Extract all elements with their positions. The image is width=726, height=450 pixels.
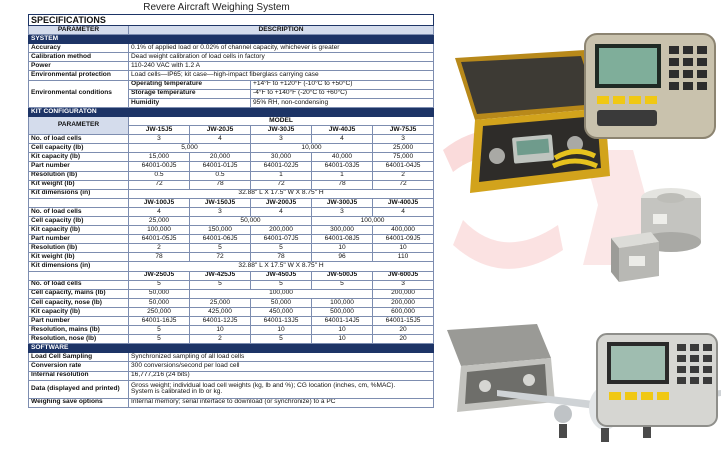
cell-value: 64001-14J5 bbox=[312, 317, 373, 326]
cell-value: 32.88" L X 17.5" W X 8.75" H bbox=[129, 189, 434, 198]
cell-value: 5 bbox=[190, 244, 251, 253]
row-value: Synchronized sampling of all load cells bbox=[129, 353, 434, 362]
row-label: Weighing save options bbox=[29, 398, 129, 407]
cell-value: 50,000 bbox=[190, 216, 312, 225]
cell-value: 1 bbox=[312, 171, 373, 180]
table-row bbox=[29, 244, 434, 253]
row-label: Resolution, mains (lb) bbox=[29, 326, 129, 335]
cell-value: 0.5 bbox=[129, 171, 190, 180]
row-value-line: System is calibrated in lb or kg. bbox=[131, 388, 223, 396]
row-label: Resolution (lb) bbox=[29, 244, 129, 253]
cell-value: 64001-06J5 bbox=[190, 235, 251, 244]
table-row bbox=[29, 153, 434, 162]
cell-value: 40,000 bbox=[312, 153, 373, 162]
cell-value: 20,000 bbox=[190, 153, 251, 162]
condition-name: Operating temperature bbox=[129, 80, 251, 89]
cell-value: 50,000 bbox=[129, 289, 190, 298]
row-label: Power bbox=[29, 62, 129, 71]
cell-value: 64001-00J5 bbox=[129, 162, 190, 171]
table-row bbox=[29, 253, 434, 262]
cell-value: 3 bbox=[373, 280, 434, 289]
table-title-row bbox=[29, 15, 434, 26]
cell-value: 3 bbox=[312, 207, 373, 216]
cell-value: 100,000 bbox=[312, 298, 373, 307]
cell-value: 110 bbox=[373, 253, 434, 262]
row-label: Part number bbox=[29, 162, 129, 171]
cell-value: 32.88" L X 17.5" W X 8.75" H bbox=[129, 262, 434, 271]
table-row bbox=[29, 162, 434, 171]
cell-value: 78 bbox=[312, 180, 373, 189]
table-row bbox=[29, 180, 434, 189]
model-row bbox=[29, 198, 434, 207]
table-row bbox=[29, 298, 434, 307]
table-row bbox=[29, 53, 434, 62]
table-row bbox=[29, 262, 434, 271]
cell-value: 2 bbox=[373, 171, 434, 180]
table-row bbox=[29, 280, 434, 289]
cell-value: 64001-13J5 bbox=[251, 317, 312, 326]
model-name: JW-100J5 bbox=[129, 198, 190, 207]
cell-value: 64001-02J5 bbox=[251, 162, 312, 171]
table-row bbox=[29, 71, 434, 80]
row-label: Kit weight (lb) bbox=[29, 253, 129, 262]
row-label: Conversion rate bbox=[29, 362, 129, 371]
cell-value: 96 bbox=[312, 253, 373, 262]
cell-value: 72 bbox=[373, 180, 434, 189]
cell-value: 425,000 bbox=[190, 307, 251, 316]
condition-value: 95% RH, non-condensing bbox=[251, 98, 434, 107]
table-row bbox=[29, 307, 434, 316]
section-row bbox=[29, 344, 434, 353]
row-value: 16,777,216 (24 bits) bbox=[129, 371, 434, 380]
kit-parameter-header: PARAMETER bbox=[29, 116, 129, 134]
cell-value: 64001-07J5 bbox=[251, 235, 312, 244]
model-name: JW-15J5 bbox=[129, 126, 190, 135]
table-row bbox=[29, 62, 434, 71]
cell-value: 0.5 bbox=[190, 171, 251, 180]
row-value: Dead weight calibration of load cells in factory bbox=[129, 53, 434, 62]
row-label: Accuracy bbox=[29, 44, 129, 53]
condition-name: Humidity bbox=[129, 98, 251, 107]
cell-value: 10,000 bbox=[251, 144, 373, 153]
row-value: 0.1% of applied load or 0.02% of channel capacity, whichever is greater bbox=[129, 44, 434, 53]
model-row bbox=[29, 271, 434, 280]
condition-value: +14°F to +120°F (-10°C to +50°C) bbox=[251, 80, 434, 89]
table-row bbox=[29, 335, 434, 344]
row-label: Kit capacity (lb) bbox=[29, 153, 129, 162]
model-name: JW-500J5 bbox=[312, 271, 373, 280]
section-row bbox=[29, 35, 434, 44]
cell-value: 72 bbox=[129, 180, 190, 189]
cell-value: 25,000 bbox=[129, 216, 190, 225]
cell-value: 75,000 bbox=[373, 153, 434, 162]
cell-value: 78 bbox=[251, 253, 312, 262]
condition-value: -4°F to +140°F (-20°C to +60°C) bbox=[251, 89, 434, 98]
cell-value: 100,000 bbox=[129, 226, 190, 235]
cell-value: 450,000 bbox=[251, 307, 312, 316]
cell-value: 72 bbox=[251, 180, 312, 189]
row-label: Part number bbox=[29, 317, 129, 326]
cell-value: 72 bbox=[190, 253, 251, 262]
cell-value: 10 bbox=[312, 326, 373, 335]
row-label: Cell capacity (lb) bbox=[29, 216, 129, 225]
cell-value: 10 bbox=[251, 326, 312, 335]
cell-value: 300,000 bbox=[312, 226, 373, 235]
cell-value: 20 bbox=[373, 335, 434, 344]
cell-value: 10 bbox=[373, 244, 434, 253]
model-name: JW-400J5 bbox=[373, 198, 434, 207]
cell-value: 5 bbox=[129, 335, 190, 344]
table-row bbox=[29, 289, 434, 298]
cell-value: 4 bbox=[312, 135, 373, 144]
row-label: Kit capacity (lb) bbox=[29, 307, 129, 316]
cell-value: 200,000 bbox=[373, 298, 434, 307]
cell-value: 100,000 bbox=[312, 216, 434, 225]
row-label: Load Cell Sampling bbox=[29, 353, 129, 362]
cell-value: 10 bbox=[190, 326, 251, 335]
row-label: No. of load cells bbox=[29, 135, 129, 144]
table-row bbox=[29, 216, 434, 225]
document-title: Revere Aircraft Weighing System bbox=[143, 2, 290, 13]
row-label: No. of load cells bbox=[29, 280, 129, 289]
model-name: JW-40J5 bbox=[312, 126, 373, 135]
section-heading-kit: KIT CONFIGURATON bbox=[29, 107, 434, 116]
cell-value: 78 bbox=[129, 253, 190, 262]
cell-value: 250,000 bbox=[129, 307, 190, 316]
section-heading-system: SYSTEM bbox=[29, 35, 434, 44]
table-row bbox=[29, 235, 434, 244]
cell-value: 5 bbox=[251, 244, 312, 253]
row-label: Environmental protection bbox=[29, 71, 129, 80]
column-header-description: DESCRIPTION bbox=[129, 26, 434, 35]
model-name: JW-425J5 bbox=[190, 271, 251, 280]
model-name: JW-75J5 bbox=[373, 126, 434, 135]
cell-value: 25,000 bbox=[190, 298, 251, 307]
row-label: Cell capacity (lb) bbox=[29, 144, 129, 153]
row-label: Internal resolution bbox=[29, 371, 129, 380]
cell-value: 5 bbox=[129, 280, 190, 289]
cell-value: 30,000 bbox=[251, 153, 312, 162]
cell-value: 5,000 bbox=[129, 144, 251, 153]
table-row bbox=[29, 135, 434, 144]
cell-value: 3 bbox=[251, 135, 312, 144]
cell-value: 64001-16J5 bbox=[129, 317, 190, 326]
row-value-line: Gross weight; individual load cell weights (kg, lb and %); CG location (inches, cm, %MAC). bbox=[131, 381, 396, 389]
table-row bbox=[29, 116, 434, 125]
cell-value: 10 bbox=[312, 335, 373, 344]
cell-value: 3 bbox=[190, 207, 251, 216]
model-name: JW-250J5 bbox=[129, 271, 190, 280]
product-photos bbox=[433, 0, 726, 450]
cell-value: 500,000 bbox=[312, 307, 373, 316]
cell-value: 50,000 bbox=[251, 298, 312, 307]
cell-value: 100,000 bbox=[190, 289, 373, 298]
table-row bbox=[29, 371, 434, 380]
specifications-table bbox=[28, 14, 433, 408]
cell-value: 200,000 bbox=[373, 289, 434, 298]
model-name: JW-30J5 bbox=[251, 126, 312, 135]
table-row bbox=[29, 326, 434, 335]
row-label: Environmental conditions bbox=[29, 80, 129, 107]
cell-value: 64001-05J5 bbox=[129, 235, 190, 244]
cell-value: 4 bbox=[129, 207, 190, 216]
model-name: JW-450J5 bbox=[251, 271, 312, 280]
cell-value: 64001-12J5 bbox=[190, 317, 251, 326]
table-row bbox=[29, 80, 434, 89]
cell-value: 5 bbox=[129, 326, 190, 335]
table-title: SPECIFICATIONS bbox=[29, 15, 434, 26]
cell-value: 2 bbox=[190, 335, 251, 344]
cell-value: 5 bbox=[251, 335, 312, 344]
row-label: Resolution, nose (lb) bbox=[29, 335, 129, 344]
model-name: JW-20J5 bbox=[190, 126, 251, 135]
table-row bbox=[29, 171, 434, 180]
row-value: 300 conversions/second per load cell bbox=[129, 362, 434, 371]
table-row bbox=[29, 362, 434, 371]
cell-value: 400,000 bbox=[373, 226, 434, 235]
model-spacer bbox=[29, 271, 129, 280]
cell-value: 78 bbox=[190, 180, 251, 189]
table-row bbox=[29, 144, 434, 153]
row-value: Internal memory; serial interface to download (or synchronize) to a PC bbox=[129, 398, 434, 407]
cell-value: 64001-04J5 bbox=[373, 162, 434, 171]
cell-value: 600,000 bbox=[373, 307, 434, 316]
cell-value: 64001-08J5 bbox=[312, 235, 373, 244]
cell-value: 1 bbox=[251, 171, 312, 180]
cell-value: 4 bbox=[190, 135, 251, 144]
table-row bbox=[29, 380, 434, 398]
row-label: Kit weight (lb) bbox=[29, 180, 129, 189]
table-row bbox=[29, 44, 434, 53]
table-row bbox=[29, 353, 434, 362]
row-label: No. of load cells bbox=[29, 207, 129, 216]
row-label: Cell capacity, mains (lb) bbox=[29, 289, 129, 298]
cell-value: 50,000 bbox=[129, 298, 190, 307]
cell-value: 64001-09J5 bbox=[373, 235, 434, 244]
model-name: JW-300J5 bbox=[312, 198, 373, 207]
model-name: JW-200J5 bbox=[251, 198, 312, 207]
row-label: Kit dimensions (in) bbox=[29, 189, 129, 198]
model-name: JW-600J5 bbox=[373, 271, 434, 280]
row-label: Kit dimensions (in) bbox=[29, 262, 129, 271]
cell-value: 20 bbox=[373, 326, 434, 335]
cell-value: 5 bbox=[190, 280, 251, 289]
cell-value: 4 bbox=[373, 207, 434, 216]
cell-value: 10 bbox=[312, 244, 373, 253]
column-header-row bbox=[29, 26, 434, 35]
model-spacer bbox=[29, 198, 129, 207]
condition-name: Storage temperature bbox=[129, 89, 251, 98]
row-label: Data (displayed and printed) bbox=[29, 380, 129, 398]
cell-value: 3 bbox=[373, 135, 434, 144]
section-row bbox=[29, 107, 434, 116]
table-row bbox=[29, 207, 434, 216]
cell-value: 15,000 bbox=[129, 153, 190, 162]
row-label: Part number bbox=[29, 235, 129, 244]
row-label: Kit capacity (lb) bbox=[29, 226, 129, 235]
row-label: Calibration method bbox=[29, 53, 129, 62]
table-row bbox=[29, 398, 434, 407]
cell-value: 3 bbox=[129, 135, 190, 144]
table-row bbox=[29, 226, 434, 235]
cell-value: 5 bbox=[312, 280, 373, 289]
cell-value: 64001-15J5 bbox=[373, 317, 434, 326]
cell-value: 2 bbox=[129, 244, 190, 253]
table-row bbox=[29, 317, 434, 326]
load-cell-small-image bbox=[603, 228, 665, 286]
cell-value: 64001-01J5 bbox=[190, 162, 251, 171]
indicator-display-bottom-image bbox=[593, 330, 721, 430]
indicator-display-image bbox=[581, 30, 719, 142]
cell-value: 5 bbox=[251, 280, 312, 289]
row-label: Resolution (lb) bbox=[29, 171, 129, 180]
kit-model-header: MODEL bbox=[129, 116, 434, 125]
model-name: JW-150J5 bbox=[190, 198, 251, 207]
row-value bbox=[129, 380, 434, 398]
cell-value: 150,000 bbox=[190, 226, 251, 235]
cell-value: 4 bbox=[251, 207, 312, 216]
section-heading-software: SOFTWARE bbox=[29, 344, 434, 353]
cell-value: 25,000 bbox=[373, 144, 434, 153]
row-value: 110-240 VAC with 1.2 A bbox=[129, 62, 434, 71]
row-value: Load cells—IP65; kit case—high-impact fiberglass carrying case bbox=[129, 71, 434, 80]
table-row bbox=[29, 189, 434, 198]
cell-value: 200,000 bbox=[251, 226, 312, 235]
row-label: Cell capacity, nose (lb) bbox=[29, 298, 129, 307]
column-header-parameter: PARAMETER bbox=[29, 26, 129, 35]
cell-value: 64001-03J5 bbox=[312, 162, 373, 171]
